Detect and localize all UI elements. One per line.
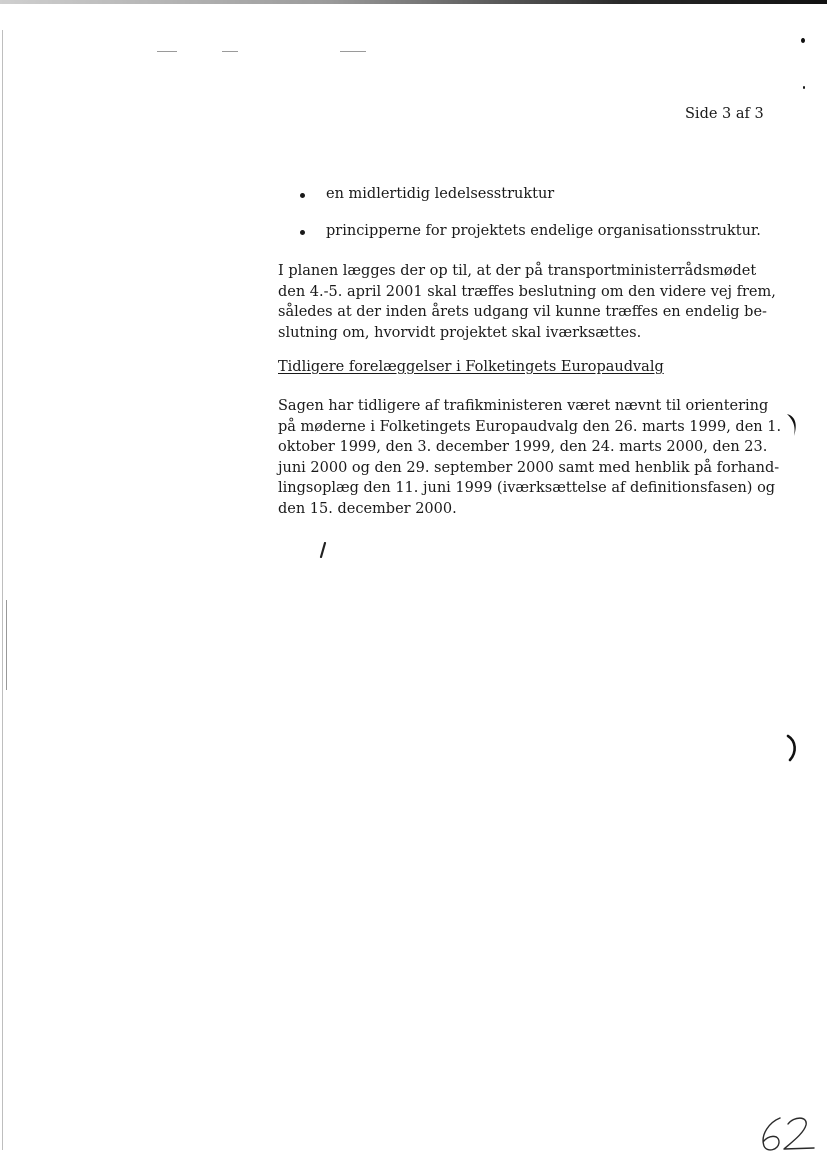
page-label: Side 3 af 3 (685, 106, 764, 122)
handwritten-page-number (752, 1112, 818, 1154)
bullet-text: en midlertidig ledelsesstruktur (326, 186, 555, 202)
paragraph-line: på møderne i Folketingets Europaudvalg den 26. marts 1999, den 1. (278, 418, 782, 435)
scan-left-edge-mark (6, 600, 7, 690)
paragraph-line: juni 2000 og den 29. september 2000 samt med henblik på forhand- (278, 459, 780, 476)
scan-smudge (157, 51, 177, 52)
paragraph-line: således at der inden årets udgang vil kunne træffes en endelig be- (278, 304, 767, 320)
paragraph-plan (278, 261, 776, 343)
section-heading: Tidligere forelæggelser i Folketingets Europaudvalg (278, 359, 664, 375)
paragraph-line: slutning om, hvorvidt projektet skal iværksættes. (278, 324, 642, 341)
scan-left-edge (2, 30, 3, 1150)
scan-dot (801, 38, 805, 43)
paragraph-line: lingsoplæg den 11. juni 1999 (iværksættelse af definitionsfasen) og (278, 480, 776, 496)
paragraph-line: Sagen har tidligere af trafikministeren været nævnt til orientering (278, 398, 769, 414)
paragraph-line: oktober 1999, den 3. december 1999, den 24. marts 2000, den 23. (278, 439, 768, 455)
scan-smudge (340, 51, 366, 52)
punch-hole-mark (785, 734, 799, 762)
scan-mark (318, 542, 328, 558)
paragraph-line: den 4.-5. april 2001 skal træffes beslutning om den videre vej frem, (278, 283, 776, 300)
scan-dot (803, 86, 805, 89)
paragraph-line: I planen lægges der op til, at der på transportministerrådsmødet (278, 263, 757, 279)
punch-hole-mark (785, 412, 799, 438)
paragraph-history (278, 396, 782, 519)
bullet-dot (300, 193, 305, 198)
bullet-dot (300, 230, 305, 235)
scan-smudge (222, 51, 238, 52)
scan-top-edge (0, 0, 827, 4)
bullet-text: principperne for projektets endelige organisationsstruktur. (326, 223, 761, 239)
paragraph-line: den 15. december 2000. (278, 500, 457, 517)
